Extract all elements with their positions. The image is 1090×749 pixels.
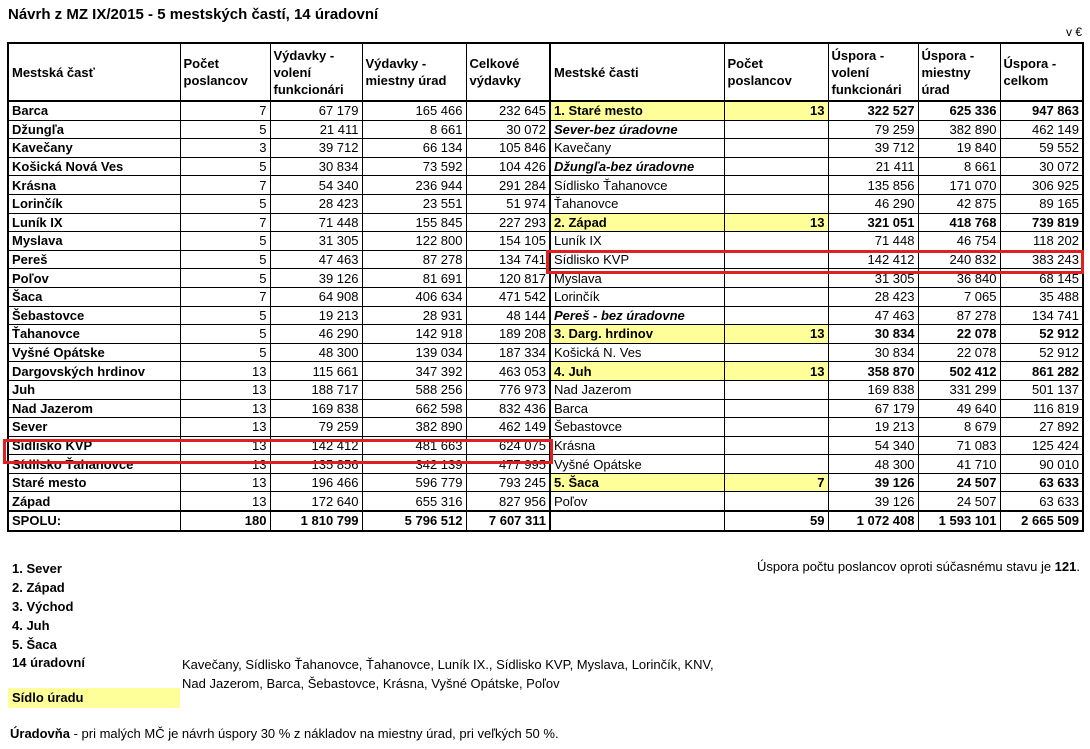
value-cell: 189 208 bbox=[466, 325, 550, 344]
saving-cell: 171 070 bbox=[918, 176, 1000, 195]
proposed-district-name: Sídlisko KVP bbox=[550, 250, 724, 269]
saving-cell bbox=[724, 176, 828, 195]
table-row bbox=[8, 492, 1083, 511]
total-value: 5 796 512 bbox=[362, 511, 466, 531]
value-cell: 13 bbox=[180, 418, 270, 437]
saving-cell: 13 bbox=[724, 213, 828, 232]
value-cell: 5 bbox=[180, 250, 270, 269]
value-cell: 291 284 bbox=[466, 176, 550, 195]
saving-cell: 31 305 bbox=[828, 269, 918, 288]
saving-cell bbox=[724, 380, 828, 399]
saving-cell: 134 741 bbox=[1000, 306, 1083, 325]
value-cell: 134 741 bbox=[466, 250, 550, 269]
column-header: Celkové výdavky bbox=[466, 43, 550, 101]
table-row bbox=[8, 157, 1083, 176]
saving-cell bbox=[724, 194, 828, 213]
district-name: Šaca bbox=[8, 287, 180, 306]
value-cell: 139 034 bbox=[362, 343, 466, 362]
saving-cell: 90 010 bbox=[1000, 455, 1083, 474]
saving-cell: 24 507 bbox=[918, 473, 1000, 492]
district-name: Poľov bbox=[8, 269, 180, 288]
value-cell: 7 bbox=[180, 213, 270, 232]
saving-cell bbox=[724, 157, 828, 176]
column-header: Počet poslancov bbox=[724, 43, 828, 101]
value-cell: 342 139 bbox=[362, 455, 466, 474]
saving-cell bbox=[724, 287, 828, 306]
value-cell: 66 134 bbox=[362, 139, 466, 158]
district-name: Lorinčík bbox=[8, 194, 180, 213]
value-cell: 154 105 bbox=[466, 232, 550, 251]
table-row bbox=[8, 176, 1083, 195]
saving-cell bbox=[724, 232, 828, 251]
saving-cell: 63 633 bbox=[1000, 492, 1083, 511]
value-cell: 23 551 bbox=[362, 194, 466, 213]
saving-cell: 7 065 bbox=[918, 287, 1000, 306]
saving-cell: 30 072 bbox=[1000, 157, 1083, 176]
district-name: Kavečany bbox=[8, 139, 180, 158]
value-cell: 51 974 bbox=[466, 194, 550, 213]
total-value: 2 665 509 bbox=[1000, 511, 1083, 531]
column-header: Úspora - miestny úrad bbox=[918, 43, 1000, 101]
saving-cell bbox=[724, 436, 828, 455]
value-cell: 832 436 bbox=[466, 399, 550, 418]
saving-cell: 418 768 bbox=[918, 213, 1000, 232]
uradovne-label: 14 úradovní bbox=[12, 655, 85, 670]
column-header: Výdavky - volení funkcionári bbox=[270, 43, 362, 101]
table-row bbox=[8, 418, 1083, 437]
total-row bbox=[8, 511, 1083, 531]
value-cell: 46 290 bbox=[270, 325, 362, 344]
table-row bbox=[8, 380, 1083, 399]
value-cell: 48 144 bbox=[466, 306, 550, 325]
page-title: Návrh z MZ IX/2015 - 5 mestských častí, 14 úradovní bbox=[8, 6, 379, 23]
value-cell: 8 661 bbox=[362, 120, 466, 139]
saving-cell: 142 412 bbox=[828, 250, 918, 269]
value-cell: 172 640 bbox=[270, 492, 362, 511]
saving-cell: 71 448 bbox=[828, 232, 918, 251]
saving-cell: 47 463 bbox=[828, 306, 918, 325]
value-cell: 5 bbox=[180, 269, 270, 288]
value-cell: 5 bbox=[180, 343, 270, 362]
proposed-district-name: Myslava bbox=[550, 269, 724, 288]
district-name: Ťahanovce bbox=[8, 325, 180, 344]
saving-cell: 382 890 bbox=[918, 120, 1000, 139]
proposed-district-name: Džungľa-bez úradovne bbox=[550, 157, 724, 176]
saving-cell: 8 679 bbox=[918, 418, 1000, 437]
total-value: 180 bbox=[180, 511, 270, 531]
value-cell: 104 426 bbox=[466, 157, 550, 176]
proposed-district-name: Košická N. Ves bbox=[550, 343, 724, 362]
value-cell: 13 bbox=[180, 436, 270, 455]
total-label: SPOLU: bbox=[8, 511, 180, 531]
proposed-district-name: Nad Jazerom bbox=[550, 380, 724, 399]
table-row bbox=[8, 232, 1083, 251]
legend-item: 1. Sever bbox=[12, 561, 62, 576]
saving-value: 121 bbox=[1054, 559, 1077, 574]
saving-cell: 89 165 bbox=[1000, 194, 1083, 213]
value-cell: 169 838 bbox=[270, 399, 362, 418]
saving-cell bbox=[724, 455, 828, 474]
saving-cell: 39 712 bbox=[828, 139, 918, 158]
saving-cell: 39 126 bbox=[828, 473, 918, 492]
saving-cell bbox=[724, 492, 828, 511]
value-cell: 5 bbox=[180, 120, 270, 139]
saving-cell: 48 300 bbox=[828, 455, 918, 474]
district-name: Dargovských hrdinov bbox=[8, 362, 180, 381]
value-cell: 28 423 bbox=[270, 194, 362, 213]
table-row bbox=[8, 139, 1083, 158]
column-header: Úspora - volení funkcionári bbox=[828, 43, 918, 101]
legend-item: 5. Šaca bbox=[12, 637, 57, 652]
saving-cell: 39 126 bbox=[828, 492, 918, 511]
saving-cell: 19 213 bbox=[828, 418, 918, 437]
district-name: Sídlisko Ťahanovce bbox=[8, 455, 180, 474]
saving-cell: 79 259 bbox=[828, 120, 918, 139]
saving-cell bbox=[724, 306, 828, 325]
proposed-district-name: Barca bbox=[550, 399, 724, 418]
saving-cell: 13 bbox=[724, 101, 828, 120]
saving-cell: 27 892 bbox=[1000, 418, 1083, 437]
saving-cell: 358 870 bbox=[828, 362, 918, 381]
value-cell: 588 256 bbox=[362, 380, 466, 399]
saving-cell: 68 145 bbox=[1000, 269, 1083, 288]
value-cell: 13 bbox=[180, 399, 270, 418]
district-name: Krásna bbox=[8, 176, 180, 195]
column-header: Počet poslancov bbox=[180, 43, 270, 101]
value-cell: 827 956 bbox=[466, 492, 550, 511]
district-name: Pereš bbox=[8, 250, 180, 269]
proposed-district-name: Sever-bez úradovne bbox=[550, 120, 724, 139]
value-cell: 135 856 bbox=[270, 455, 362, 474]
value-cell: 39 126 bbox=[270, 269, 362, 288]
proposed-district-name: Pereš - bez úradovne bbox=[550, 306, 724, 325]
footnote-term: Úradovňa bbox=[10, 726, 70, 741]
proposed-district-name: 1. Staré mesto bbox=[550, 101, 724, 120]
saving-cell: 240 832 bbox=[918, 250, 1000, 269]
saving-cell: 28 423 bbox=[828, 287, 918, 306]
saving-cell: 125 424 bbox=[1000, 436, 1083, 455]
uradovne-line-1: Kavečany, Sídlisko Ťahanovce, Ťahanovce, Luník IX., Sídlisko KVP, Myslava, Lorinčík, KNV, bbox=[182, 657, 714, 672]
total-value bbox=[550, 511, 724, 531]
value-cell: 120 817 bbox=[466, 269, 550, 288]
saving-cell: 46 290 bbox=[828, 194, 918, 213]
saving-cell: 21 411 bbox=[828, 157, 918, 176]
proposed-district-name: Šebastovce bbox=[550, 418, 724, 437]
value-cell: 662 598 bbox=[362, 399, 466, 418]
saving-cell: 46 754 bbox=[918, 232, 1000, 251]
table-row bbox=[8, 343, 1083, 362]
value-cell: 793 245 bbox=[466, 473, 550, 492]
value-cell: 67 179 bbox=[270, 101, 362, 120]
value-cell: 7 bbox=[180, 287, 270, 306]
proposed-district-name: 3. Darg. hrdinov bbox=[550, 325, 724, 344]
saving-cell bbox=[724, 269, 828, 288]
value-cell: 13 bbox=[180, 380, 270, 399]
value-cell: 81 691 bbox=[362, 269, 466, 288]
value-cell: 71 448 bbox=[270, 213, 362, 232]
saving-cell: 7 bbox=[724, 473, 828, 492]
value-cell: 5 bbox=[180, 232, 270, 251]
value-cell: 47 463 bbox=[270, 250, 362, 269]
table-row bbox=[8, 287, 1083, 306]
value-cell: 187 334 bbox=[466, 343, 550, 362]
table-row bbox=[8, 399, 1083, 418]
value-cell: 142 918 bbox=[362, 325, 466, 344]
saving-cell: 13 bbox=[724, 362, 828, 381]
legend-item: 4. Juh bbox=[12, 618, 50, 633]
district-name: Sever bbox=[8, 418, 180, 437]
saving-cell bbox=[724, 120, 828, 139]
saving-cell bbox=[724, 399, 828, 418]
saving-cell: 502 412 bbox=[918, 362, 1000, 381]
column-header: Úspora - celkom bbox=[1000, 43, 1083, 101]
value-cell: 165 466 bbox=[362, 101, 466, 120]
value-cell: 122 800 bbox=[362, 232, 466, 251]
value-cell: 462 149 bbox=[466, 418, 550, 437]
value-cell: 28 931 bbox=[362, 306, 466, 325]
saving-cell: 63 633 bbox=[1000, 473, 1083, 492]
value-cell: 227 293 bbox=[466, 213, 550, 232]
value-cell: 471 542 bbox=[466, 287, 550, 306]
saving-cell: 67 179 bbox=[828, 399, 918, 418]
value-cell: 236 944 bbox=[362, 176, 466, 195]
saving-cell: 861 282 bbox=[1000, 362, 1083, 381]
value-cell: 30 834 bbox=[270, 157, 362, 176]
value-cell: 155 845 bbox=[362, 213, 466, 232]
saving-cell: 19 840 bbox=[918, 139, 1000, 158]
saving-cell: 59 552 bbox=[1000, 139, 1083, 158]
district-name: Nad Jazerom bbox=[8, 399, 180, 418]
saving-cell: 22 078 bbox=[918, 343, 1000, 362]
uradovne-list bbox=[182, 655, 714, 693]
district-name: Barca bbox=[8, 101, 180, 120]
column-header: Mestské časti bbox=[550, 43, 724, 101]
value-cell: 347 392 bbox=[362, 362, 466, 381]
proposed-district-name: Poľov bbox=[550, 492, 724, 511]
table-row bbox=[8, 101, 1083, 120]
saving-cell: 52 912 bbox=[1000, 343, 1083, 362]
table-row bbox=[8, 306, 1083, 325]
value-cell: 73 592 bbox=[362, 157, 466, 176]
value-cell: 5 bbox=[180, 325, 270, 344]
value-cell: 232 645 bbox=[466, 101, 550, 120]
value-cell: 13 bbox=[180, 473, 270, 492]
saving-cell: 625 336 bbox=[918, 101, 1000, 120]
proposed-district-name: Krásna bbox=[550, 436, 724, 455]
value-cell: 13 bbox=[180, 362, 270, 381]
saving-cell: 22 078 bbox=[918, 325, 1000, 344]
proposed-district-name: Vyšné Opátske bbox=[550, 455, 724, 474]
column-header: Výdavky - miestny úrad bbox=[362, 43, 466, 101]
footnote bbox=[10, 726, 559, 741]
table-row bbox=[8, 213, 1083, 232]
value-cell: 776 973 bbox=[466, 380, 550, 399]
district-name: Vyšné Opátske bbox=[8, 343, 180, 362]
table-row bbox=[8, 455, 1083, 474]
saving-cell: 331 299 bbox=[918, 380, 1000, 399]
proposed-district-name: Lorinčík bbox=[550, 287, 724, 306]
value-cell: 54 340 bbox=[270, 176, 362, 195]
table-row bbox=[8, 194, 1083, 213]
value-cell: 13 bbox=[180, 455, 270, 474]
value-cell: 13 bbox=[180, 492, 270, 511]
saving-cell: 87 278 bbox=[918, 306, 1000, 325]
table-row bbox=[8, 120, 1083, 139]
table-row bbox=[8, 436, 1083, 455]
saving-cell: 49 640 bbox=[918, 399, 1000, 418]
value-cell: 87 278 bbox=[362, 250, 466, 269]
saving-note bbox=[757, 559, 1080, 574]
value-cell: 5 bbox=[180, 194, 270, 213]
value-cell: 655 316 bbox=[362, 492, 466, 511]
value-cell: 19 213 bbox=[270, 306, 362, 325]
saving-cell: 501 137 bbox=[1000, 380, 1083, 399]
table-row bbox=[8, 269, 1083, 288]
value-cell: 7 bbox=[180, 101, 270, 120]
value-cell: 481 663 bbox=[362, 436, 466, 455]
sidlo-uradu-legend: Sídlo úradu bbox=[8, 688, 180, 708]
saving-cell: 30 834 bbox=[828, 325, 918, 344]
saving-cell: 321 051 bbox=[828, 213, 918, 232]
saving-cell: 322 527 bbox=[828, 101, 918, 120]
value-cell: 5 bbox=[180, 306, 270, 325]
district-name: Šebastovce bbox=[8, 306, 180, 325]
saving-cell: 116 819 bbox=[1000, 399, 1083, 418]
currency-unit: v € bbox=[1065, 25, 1082, 39]
proposed-district-name: 5. Šaca bbox=[550, 473, 724, 492]
saving-cell bbox=[724, 139, 828, 158]
value-cell: 30 072 bbox=[466, 120, 550, 139]
value-cell: 115 661 bbox=[270, 362, 362, 381]
value-cell: 79 259 bbox=[270, 418, 362, 437]
saving-cell bbox=[724, 418, 828, 437]
saving-cell: 13 bbox=[724, 325, 828, 344]
value-cell: 463 053 bbox=[466, 362, 550, 381]
saving-cell: 42 875 bbox=[918, 194, 1000, 213]
total-value: 59 bbox=[724, 511, 828, 531]
district-name: Myslava bbox=[8, 232, 180, 251]
saving-cell: 24 507 bbox=[918, 492, 1000, 511]
legend-item: 2. Západ bbox=[12, 580, 65, 595]
saving-cell: 41 710 bbox=[918, 455, 1000, 474]
proposed-district-name: Luník IX bbox=[550, 232, 724, 251]
column-header: Mestská časť bbox=[8, 43, 180, 101]
total-value: 1 593 101 bbox=[918, 511, 1000, 531]
table-row bbox=[8, 362, 1083, 381]
saving-cell: 118 202 bbox=[1000, 232, 1083, 251]
uradovne-line-2: Nad Jazerom, Barca, Šebastovce, Krásna, Vyšné Opátske, Poľov bbox=[182, 676, 560, 691]
saving-cell: 306 925 bbox=[1000, 176, 1083, 195]
saving-cell: 35 488 bbox=[1000, 287, 1083, 306]
value-cell: 21 411 bbox=[270, 120, 362, 139]
table-row bbox=[8, 250, 1083, 269]
value-cell: 406 634 bbox=[362, 287, 466, 306]
value-cell: 48 300 bbox=[270, 343, 362, 362]
saving-cell: 36 840 bbox=[918, 269, 1000, 288]
value-cell: 7 bbox=[180, 176, 270, 195]
value-cell: 5 bbox=[180, 157, 270, 176]
saving-cell: 383 243 bbox=[1000, 250, 1083, 269]
value-cell: 3 bbox=[180, 139, 270, 158]
district-legend bbox=[12, 559, 73, 654]
table-row bbox=[8, 325, 1083, 344]
budget-table bbox=[7, 42, 1084, 532]
saving-cell: 54 340 bbox=[828, 436, 918, 455]
saving-cell: 8 661 bbox=[918, 157, 1000, 176]
saving-cell: 169 838 bbox=[828, 380, 918, 399]
district-name: Juh bbox=[8, 380, 180, 399]
saving-cell bbox=[724, 250, 828, 269]
saving-cell bbox=[724, 343, 828, 362]
district-name: Luník IX bbox=[8, 213, 180, 232]
district-name: Džungľa bbox=[8, 120, 180, 139]
district-name: Staré mesto bbox=[8, 473, 180, 492]
saving-cell: 30 834 bbox=[828, 343, 918, 362]
value-cell: 105 846 bbox=[466, 139, 550, 158]
total-value: 1 810 799 bbox=[270, 511, 362, 531]
value-cell: 624 075 bbox=[466, 436, 550, 455]
proposed-district-name: Kavečany bbox=[550, 139, 724, 158]
saving-cell: 739 819 bbox=[1000, 213, 1083, 232]
total-value: 1 072 408 bbox=[828, 511, 918, 531]
saving-cell: 135 856 bbox=[828, 176, 918, 195]
saving-cell: 71 083 bbox=[918, 436, 1000, 455]
saving-end: . bbox=[1076, 559, 1080, 574]
value-cell: 31 305 bbox=[270, 232, 362, 251]
value-cell: 477 995 bbox=[466, 455, 550, 474]
saving-cell: 947 863 bbox=[1000, 101, 1083, 120]
value-cell: 64 908 bbox=[270, 287, 362, 306]
proposed-district-name: Sídlisko Ťahanovce bbox=[550, 176, 724, 195]
saving-cell: 52 912 bbox=[1000, 325, 1083, 344]
table-row bbox=[8, 473, 1083, 492]
value-cell: 596 779 bbox=[362, 473, 466, 492]
value-cell: 196 466 bbox=[270, 473, 362, 492]
saving-text: Úspora počtu poslancov oproti súčasnému stavu je bbox=[756, 559, 1055, 574]
value-cell: 142 412 bbox=[270, 436, 362, 455]
proposed-district-name: Ťahanovce bbox=[550, 194, 724, 213]
proposed-district-name: 2. Západ bbox=[550, 213, 724, 232]
saving-cell: 462 149 bbox=[1000, 120, 1083, 139]
footnote-text: - pri malých MČ je návrh úspory 30 % z nákladov na miestny úrad, pri veľkých 50 %. bbox=[69, 726, 559, 741]
value-cell: 188 717 bbox=[270, 380, 362, 399]
legend-item: 3. Východ bbox=[12, 599, 74, 614]
proposed-district-name: 4. Juh bbox=[550, 362, 724, 381]
district-name: Košická Nová Ves bbox=[8, 157, 180, 176]
value-cell: 382 890 bbox=[362, 418, 466, 437]
header-row bbox=[8, 43, 1083, 101]
total-value: 7 607 311 bbox=[466, 511, 550, 531]
district-name: Sídlisko KVP bbox=[8, 436, 180, 455]
district-name: Západ bbox=[8, 492, 180, 511]
value-cell: 39 712 bbox=[270, 139, 362, 158]
